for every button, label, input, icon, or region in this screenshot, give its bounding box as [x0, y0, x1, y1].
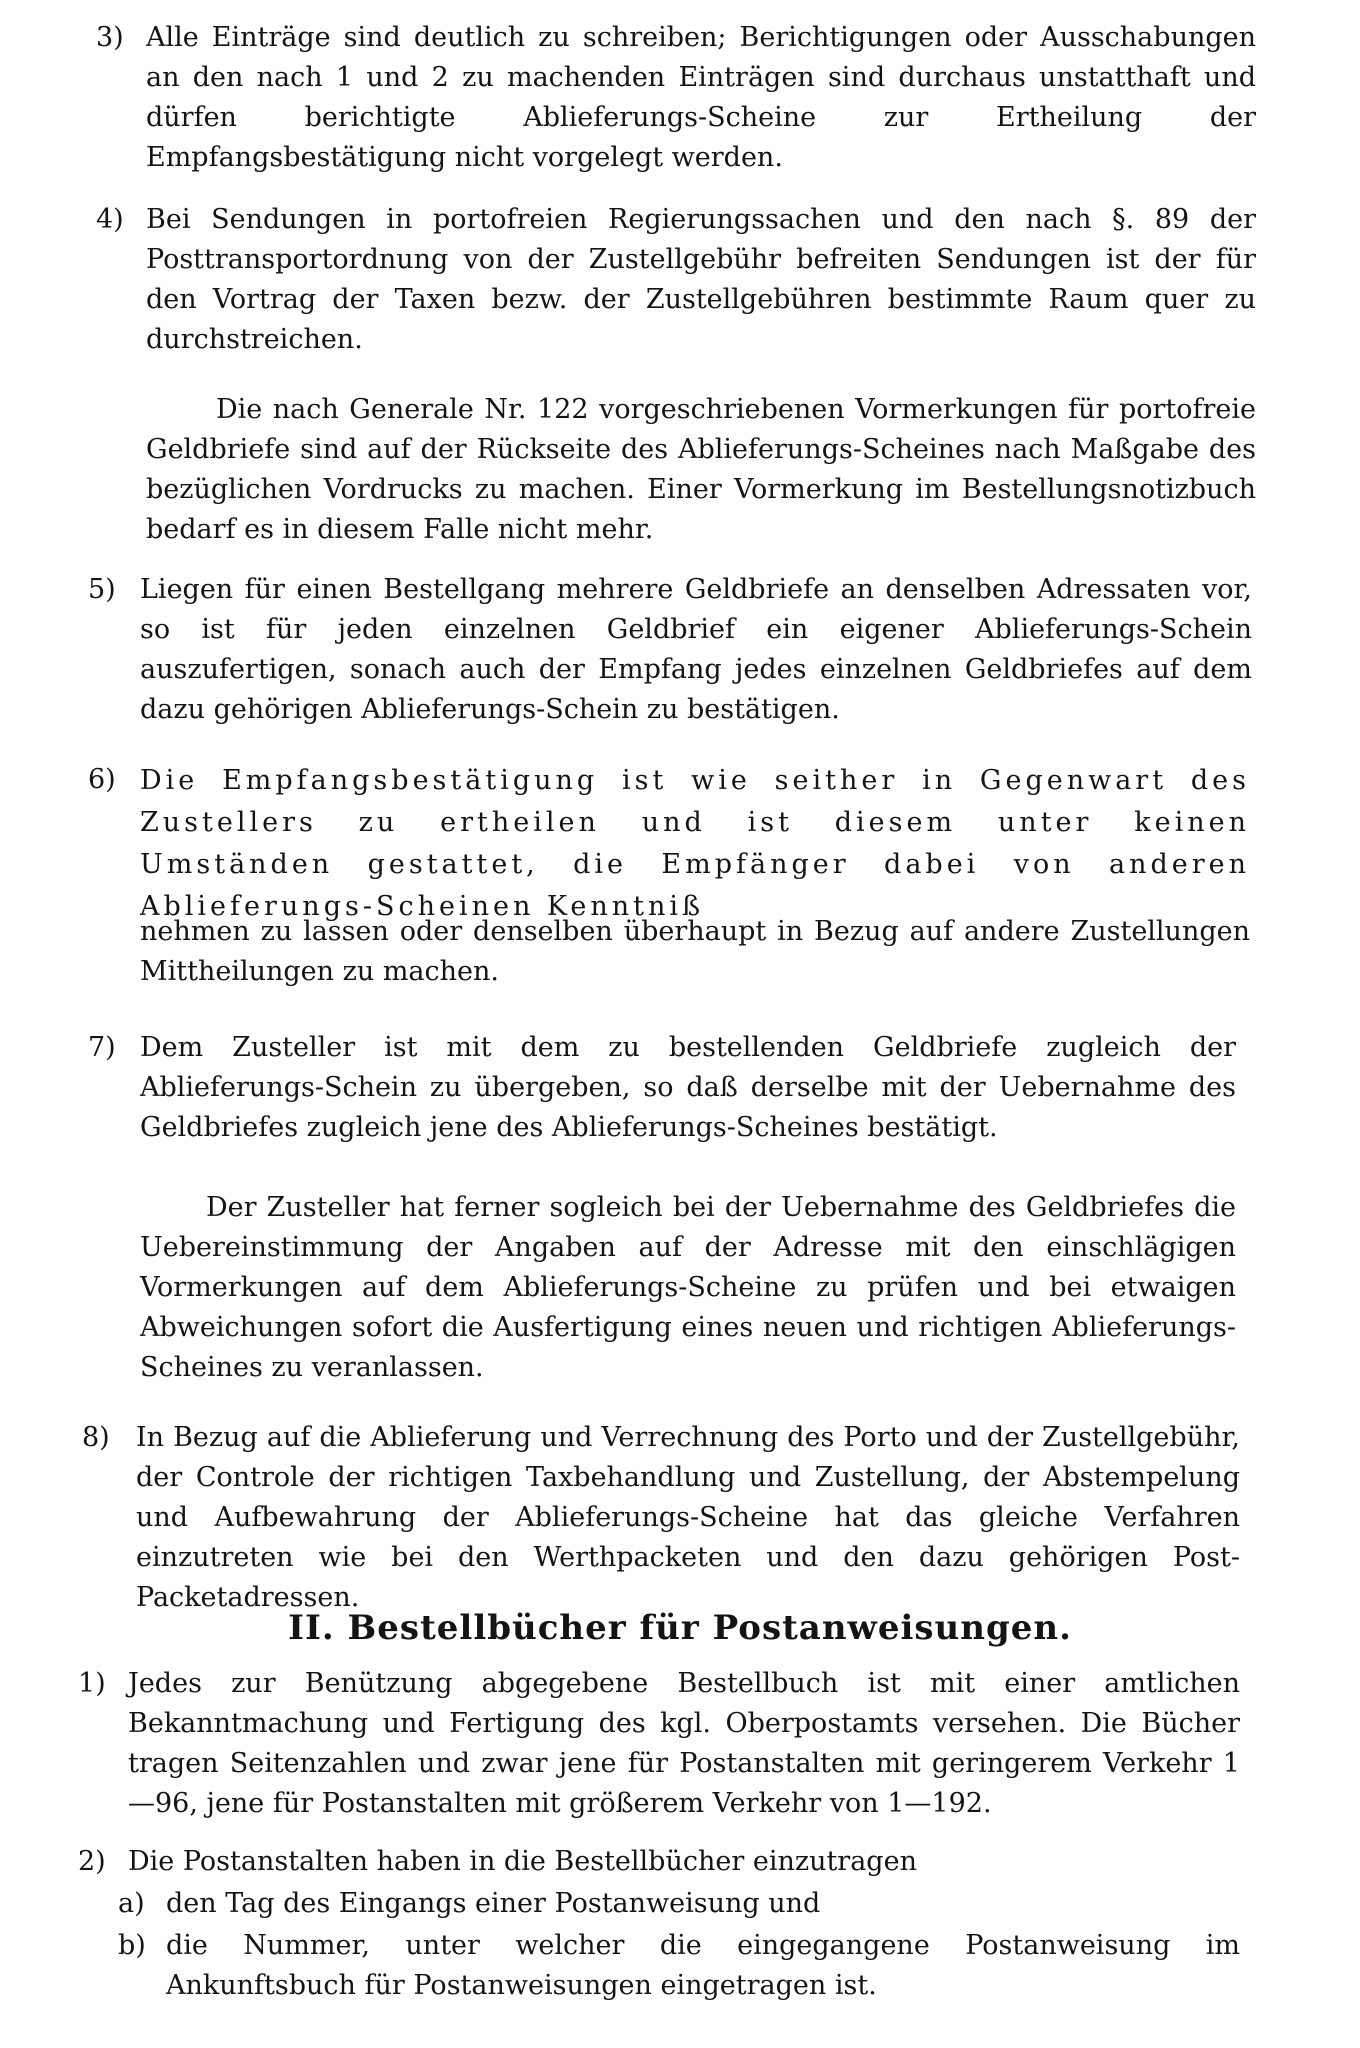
item-letter: a) [118, 1888, 145, 1919]
item-number: 5) [88, 574, 116, 605]
item-number: 8) [82, 1422, 110, 1453]
paragraph-item-3: Alle Einträge sind deutlich zu schreiben; Berichtigungen oder Ausschabungen an den nach 1 und 2 zu machenden Einträgen sind durchaus unstatthaft und dürfen berichtigte Ablieferungs-Scheine zur Ertheilung der Empfangsbestätigung nicht vorgelegt werden. [146, 22, 1256, 173]
item-number: 6) [88, 764, 116, 795]
paragraph-item-7: Dem Zusteller ist mit dem zu bestellenden Geldbriefe zugleich der Ablieferungs-Schein zu übergeben, so daß derselbe mit der Uebernahme des Geldbriefes zugleich jene des Ablieferungs-Scheines bestätigt. [140, 1032, 1236, 1143]
section-paragraph-2: Die Postanstalten haben in die Bestellbücher einzutragen [128, 1846, 917, 1877]
item-letter: b) [118, 1930, 146, 1961]
section-subitem-a: den Tag des Eingangs einer Postanweisung und [166, 1888, 821, 1919]
paragraph-item-7-continuation: Der Zusteller hat ferner sogleich bei der Uebernahme des Geldbriefes die Uebereinstimmung der Angaben auf der Adresse mit den einschlägigen Vormerkungen auf dem Ablieferungs-Scheine zu prüfen und bei etwaigen Abweichungen sofort die Ausfertigung eines neuen und richtigen Ablieferungs-Scheines zu veranlassen. [140, 1192, 1236, 1383]
item-number: 3) [96, 22, 124, 53]
section-heading: II. Bestellbücher für Postanweisungen. [288, 1608, 1072, 1648]
paragraph-item-6-continuation: nehmen zu lassen oder denselben überhaupt in Bezug auf andere Zustellungen Mittheilungen zu machen. [140, 916, 1250, 987]
item-number: 1) [78, 1668, 106, 1699]
section-subitem-b: die Nummer, unter welcher die eingegangene Postanweisung im Ankunftsbuch für Postanweisungen eingetragen ist. [166, 1930, 1240, 2001]
item-number: 4) [96, 204, 124, 235]
paragraph-item-4-continuation: Die nach Generale Nr. 122 vorgeschriebenen Vormerkungen für portofreie Geldbriefe sind auf der Rückseite des Ablieferungs-Scheines nach Maßgabe des bezüglichen Vordrucks zu machen. Einer Vormerkung im Bestellungsnotizbuch bedarf es in diesem Falle nicht mehr. [146, 394, 1256, 545]
paragraph-item-4: Bei Sendungen in portofreien Regierungssachen und den nach §. 89 der Posttransportordnung von der Zustellgebühr befreiten Sendungen ist der für den Vortrag der Taxen bezw. der Zustellgebühren bestimmte Raum quer zu durchstreichen. [146, 204, 1256, 355]
item-number: 7) [88, 1032, 116, 1063]
paragraph-item-8: In Bezug auf die Ablieferung und Verrechnung des Porto und der Zustellgebühr, der Controle der richtigen Taxbehandlung und Zustellung, der Abstempelung und Aufbewahrung der Ablieferungs-Scheine hat das gleiche Verfahren einzutreten wie bei den Werthpacketen und den dazu gehörigen Post-Packetadressen. [136, 1422, 1240, 1613]
section-paragraph-1: Jedes zur Benützung abgegebene Bestellbuch ist mit einer amtlichen Bekanntmachung und Fertigung des kgl. Oberpostamts versehen. Die Bücher tragen Seitenzahlen und zwar jene für Postanstalten mit geringerem Verkehr 1—96, jene für Postanstalten mit größerem Verkehr von 1—192. [128, 1668, 1240, 1819]
paragraph-item-5: Liegen für einen Bestellgang mehrere Geldbriefe an denselben Adressaten vor, so ist für jeden einzelnen Geldbrief ein eigener Ablieferungs-Schein auszufertigen, sonach auch der Empfang jedes einzelnen Geldbriefes auf dem dazu gehörigen Ablieferungs-Schein zu bestätigen. [140, 574, 1252, 725]
item-number: 2) [78, 1846, 106, 1877]
paragraph-item-6: Die Empfangsbestätigung ist wie seither in Gegenwart des Zustellers zu ertheilen und ist diesem unter keinen Umständen gestattet, die Empfänger dabei von anderen Ablieferungs-Scheinen Kenntniß [140, 765, 1250, 922]
